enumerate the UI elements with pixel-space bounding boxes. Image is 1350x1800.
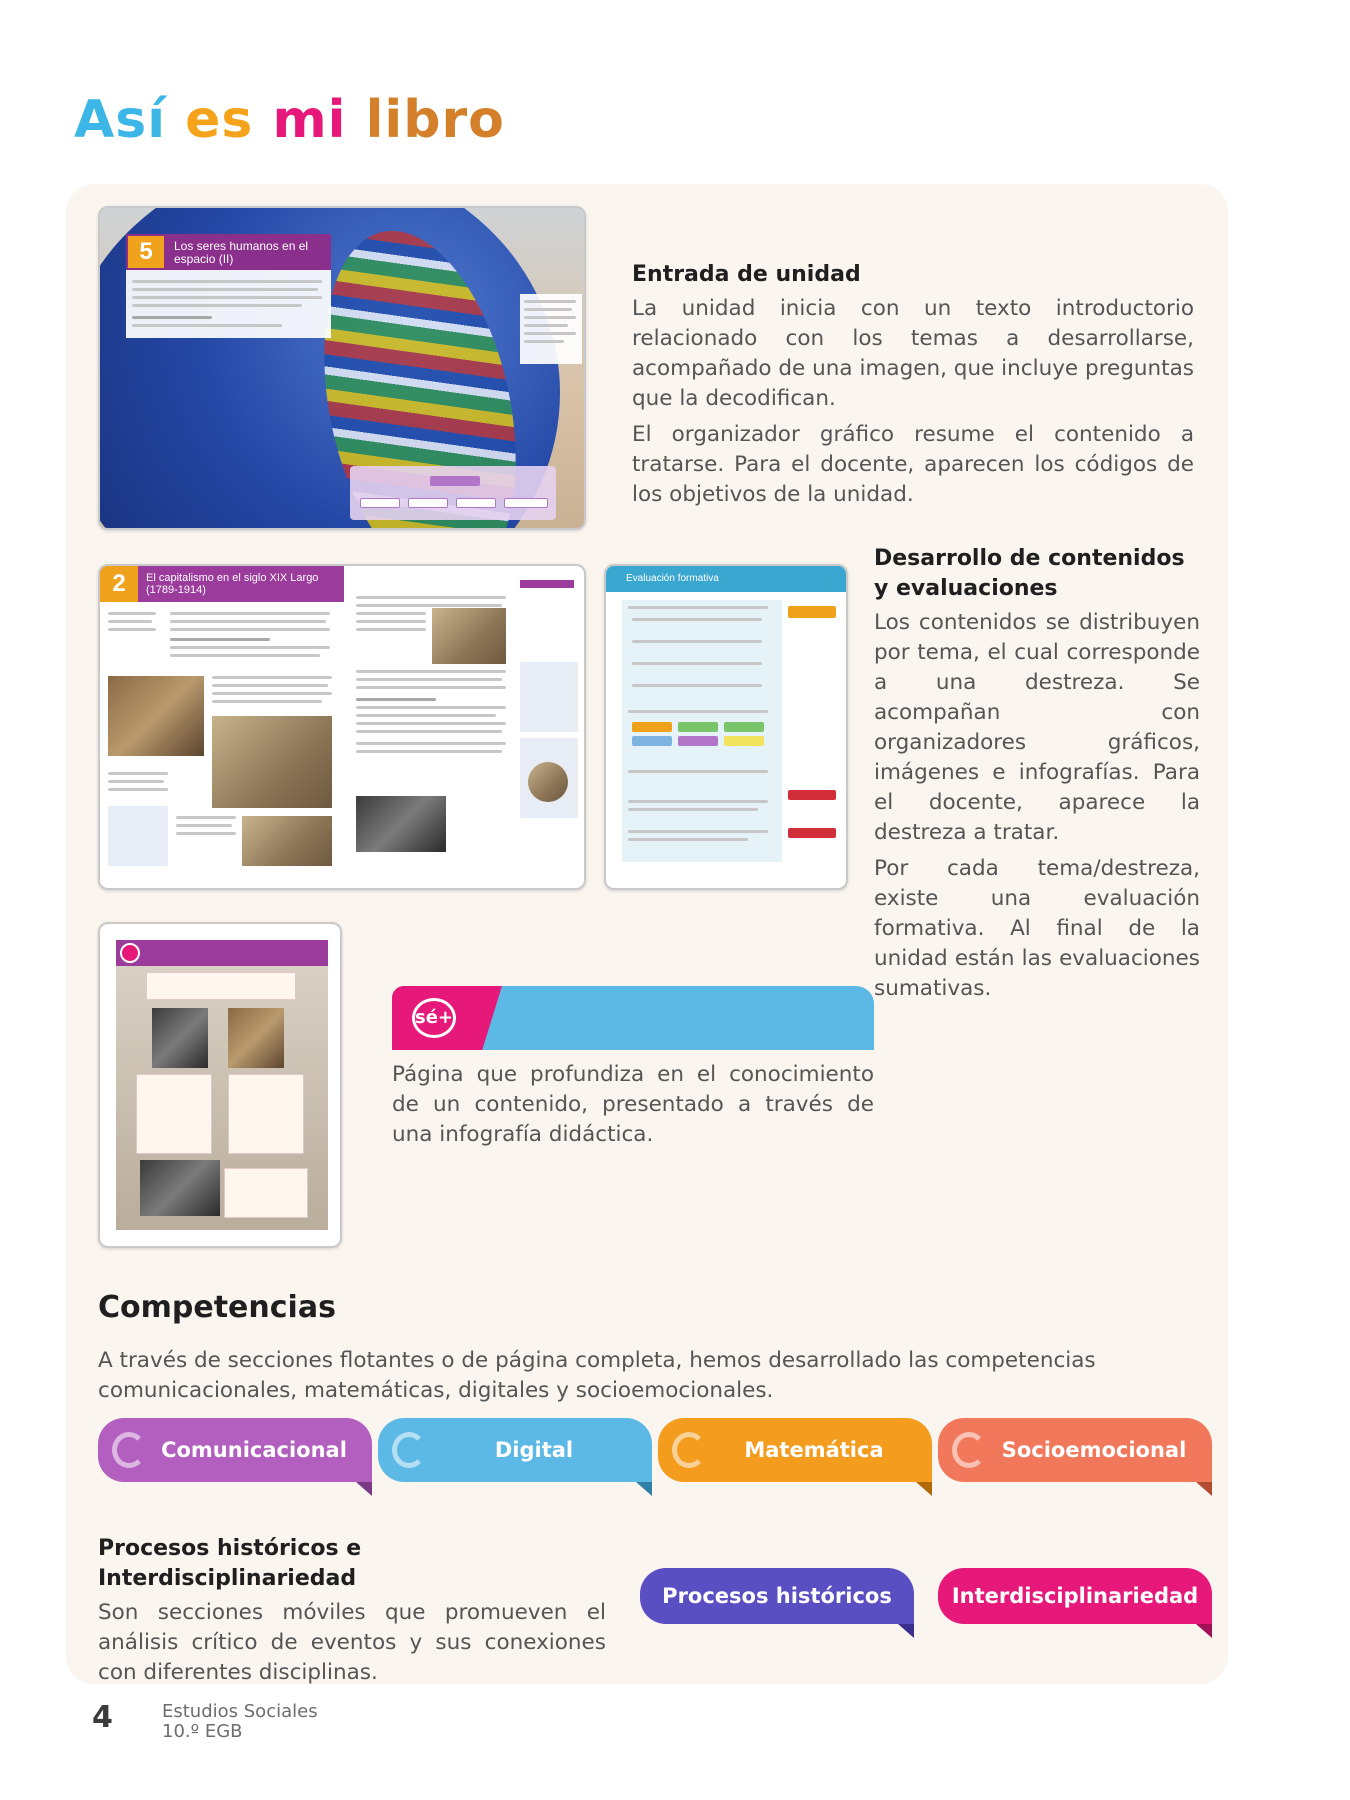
section-paragraph: Página que profundiza en el conocimiento de un contenido, presentado a través de una infografía didáctica. <box>392 1062 874 1147</box>
skill-tag <box>788 606 836 618</box>
tag-label: Interdisciplinariedad <box>951 1584 1199 1608</box>
section-title <box>874 544 1200 604</box>
historic-image <box>152 1008 208 1068</box>
c-logo-icon <box>392 1432 426 1468</box>
infographic-caption <box>146 972 296 1000</box>
side-note <box>108 806 168 866</box>
thumbnail-unit-entry <box>98 206 586 530</box>
title-word-4: libro <box>365 90 505 150</box>
competencias-text: A través de secciones flotantes o de página completa, hemos desarrollado las competencias comunicacionales, matemáticas, digitales y socioemocionales. <box>98 1348 1096 1403</box>
competencias-title: Competencias <box>98 1290 336 1325</box>
infographic-panel <box>136 1074 212 1154</box>
section-paragraph: Por cada tema/destreza, existe una evaluación formativa. Al final de la unidad están las evaluaciones sumativas. <box>874 856 1200 1001</box>
teacher-note-tag <box>788 790 836 800</box>
unit-number: 5 <box>128 236 164 268</box>
historic-image <box>212 716 332 808</box>
tag-interdisciplinariedad <box>938 1568 1212 1624</box>
se-mas-badge <box>120 943 140 963</box>
footer-subject-name: Estudios Sociales <box>162 1701 318 1722</box>
title-word-2: es <box>185 90 254 150</box>
evaluation-body <box>622 600 782 862</box>
tag-label: Socioemocional <box>1001 1438 1187 1462</box>
topic-title: El capitalismo en el siglo XIX Largo (1789-1914) <box>146 572 319 596</box>
infographic-panel <box>224 1168 308 1218</box>
unit-title: Los seres humanos en el espacio (II) <box>174 239 309 266</box>
infographic-header-bar <box>116 940 328 966</box>
section-title-line: y evaluaciones <box>874 576 1058 601</box>
section-title-line: Desarrollo de contenidos <box>874 546 1185 571</box>
historic-image <box>108 676 204 756</box>
section-content-development <box>874 544 1200 1010</box>
historic-image <box>228 1008 284 1068</box>
c-logo-icon <box>672 1432 706 1468</box>
title-word-1: Así <box>74 90 167 150</box>
section-paragraph: Son secciones móviles que promueven el análisis crítico de eventos y sus conexiones con diferentes disciplinas. <box>98 1600 606 1685</box>
historic-image <box>432 608 506 664</box>
evaluation-header: Evaluación formativa <box>626 573 719 584</box>
section-title: Entrada de unidad <box>632 262 861 287</box>
tag-label: Digital <box>494 1438 574 1462</box>
skill-tag <box>520 580 574 588</box>
section-paragraph: El organizador gráfico resume el contenido a tratarse. Para el docente, aparecen los códigos de los objetivos de la unidad. <box>632 422 1194 507</box>
tag-procesos-historicos <box>640 1568 914 1624</box>
tag-socioemocional <box>938 1418 1212 1482</box>
footer-grade: 10.º EGB <box>162 1721 243 1742</box>
portrait-image <box>528 762 568 802</box>
section-unit-entry <box>632 260 1194 516</box>
thumbnail-infographic <box>98 922 342 1248</box>
side-note <box>520 662 578 732</box>
section-paragraph: Los contenidos se distribuyen por tema, el cual corresponde a una destreza. Se acompañan con organizadores gráficos, imágenes e infografías. Para el docente, aparece la destreza a tratar. <box>874 610 1200 845</box>
page-number: 4 <box>92 1700 113 1735</box>
teacher-note-tag <box>788 828 836 838</box>
tag-comunicacional <box>98 1418 372 1482</box>
thumbnail-evaluation <box>604 564 848 890</box>
objectives-box <box>520 294 582 364</box>
title-word-3: mi <box>272 90 347 150</box>
se-mas-logo: sé+ <box>412 998 456 1038</box>
tag-label: Matemática <box>744 1438 884 1462</box>
thumbnail-content-spread <box>98 564 586 890</box>
section-title: Procesos históricos e Interdisciplinariedad <box>98 1536 362 1591</box>
historic-image <box>242 816 332 866</box>
tag-matematica <box>658 1418 932 1482</box>
tag-digital <box>378 1418 652 1482</box>
section-se-mas <box>392 1060 874 1150</box>
infographic-panel <box>228 1074 304 1154</box>
section-paragraph: La unidad inicia con un texto introductorio relacionado con los temas a desarrollarse, acompañado de una imagen, que incluye preguntas que la decodifican. <box>632 296 1194 411</box>
footer-subject <box>162 1702 318 1742</box>
page-title <box>74 90 505 150</box>
tag-label: Procesos históricos <box>662 1584 892 1608</box>
historic-image <box>140 1160 220 1216</box>
section-procesos <box>98 1534 606 1688</box>
tag-label: Comunicacional <box>161 1438 347 1462</box>
topic-number: 2 <box>100 566 138 602</box>
historic-image <box>356 796 446 852</box>
graphic-organizer <box>350 466 556 520</box>
se-mas-banner <box>392 986 874 1050</box>
